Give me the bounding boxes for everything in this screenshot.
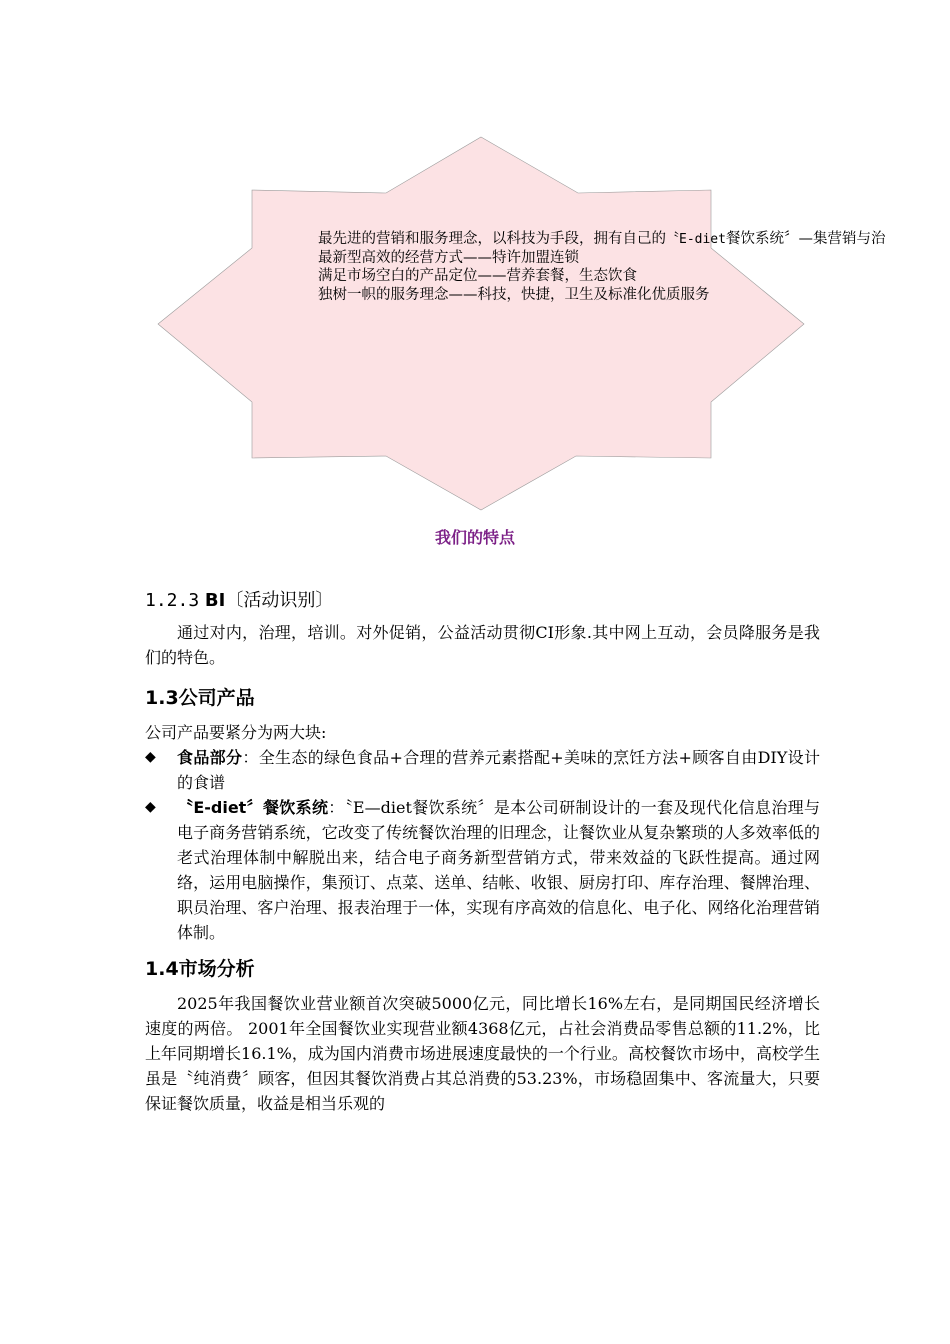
star-caption: 我们的特点 — [434, 528, 515, 547]
feature-line-4: 独树一帜的服务理念——科技，快捷，卫生及标准化优质服务 — [318, 286, 710, 303]
market-paragraph: 2025年我国餐饮业营业额首次突破5000亿元，同比增长16%左右，是同期国民经济增长速度的两倍。 2001年全国餐饮业实现营业额4368亿元，占社会消费品零售总额的11.2%，比上年同期增长16.1%，成为国内消费市场进展速度最快的一个行业。高校餐饮市场中，高校学生虽是〝纯消费〞顾客，但因其餐饮消费占其总消费的53.23%，市场稳固集中、客流量大，只要保证餐饮质量，收益是相当乐观的 — [145, 994, 820, 1113]
document-body — [145, 586, 820, 1116]
heading-bi — [145, 586, 820, 616]
heading-products: 1.3公司产品 — [145, 687, 255, 709]
star-polygon — [158, 137, 804, 510]
product-text-food: ：全生态的绿色食品+合理的营养元素搭配+美味的烹饪方法+顾客自由DIY设计的食谱 — [177, 748, 820, 792]
products-intro: 公司产品要紧分为两大块: — [145, 723, 327, 742]
product-label-food: 食品部分 — [177, 748, 243, 767]
ediet-brand: 〝E-diet — [666, 232, 726, 247]
product-text-ediet: ：〝E—diet餐饮系统〞是本公司研制设计的一套及现代化信息治理与电子商务营销系统，它改变了传统餐饮治理的旧理念，让餐饮业从复杂繁琐的人多效率低的老式治理体制中解脱出来，结合电子商务新型营销方式，带来效益的飞跃性提高。通过网络，运用电脑操作，集预订、点菜、送单、结帐、收银、厨房打印、库存治理、餐牌治理、职员治理、客户治理、报表治理于一体，实现有序高效的信息化、电子化、网络化治理营销体制。 — [177, 798, 820, 942]
product-item-food — [145, 745, 820, 795]
product-item-ediet — [145, 795, 820, 945]
product-label-ediet: 〝E-diet〞餐饮系统 — [177, 798, 329, 817]
features-text — [318, 230, 950, 304]
heading-bi-number: 1.2.3 — [145, 590, 200, 611]
feature-line-1: 最先进的营销和服务理念，以科技为手段，拥有自己的〝E-diet餐饮系统〞—集营销与治 — [318, 231, 886, 247]
feature-line-3: 满足市场空白的产品定位——营养套餐，生态饮食 — [318, 268, 637, 284]
heading-bi-bold: BI — [204, 590, 226, 611]
heading-market: 1.4市场分析 — [145, 958, 255, 980]
feature-line-2: 最新型高效的经营方式——特许加盟连锁 — [318, 249, 579, 266]
diamond-bullet-icon: ◆ — [145, 749, 156, 765]
diamond-bullet-icon: ◆ — [145, 799, 156, 815]
heading-bi-rest: 〔活动识别〕 — [225, 590, 334, 611]
bi-paragraph: 通过对内，治理，培训。对外促销，公益活动贯彻CI形象.其中网上互动，会员降服务是我们的特色。 — [145, 623, 820, 667]
